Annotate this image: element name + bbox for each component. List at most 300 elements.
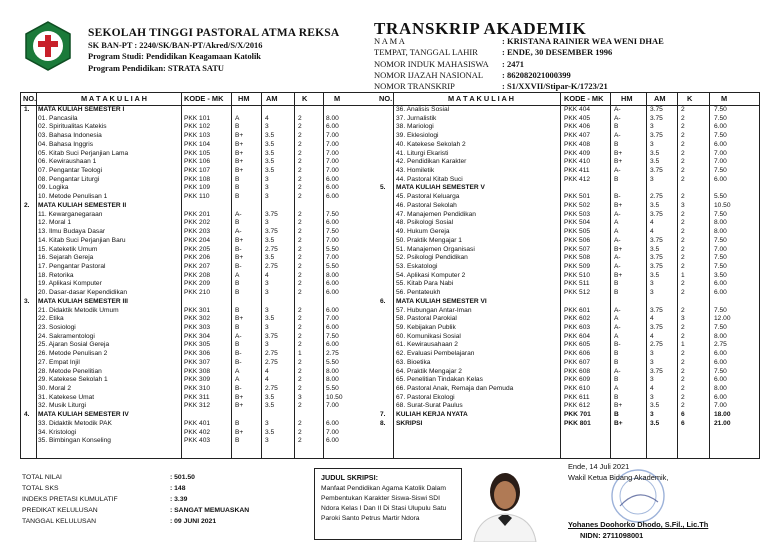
cell-k: 2 [298,123,302,131]
course-row [376,402,759,411]
cell-k: 1 [681,271,685,279]
cell-name: 08. Pengantar Liturgi [38,175,100,183]
cell-name: 65. Penelitian Tindakan Kelas [396,376,483,384]
cell-code: PKK 603 [564,323,591,331]
cell-k: 1 [298,350,302,358]
cell-code: PKK 203 [184,228,211,236]
cell-name: 55. Kitab Para Nabi [396,280,454,288]
table-body [376,106,759,429]
cell-code: PKK 604 [564,332,591,340]
program-study: Program Studi: Pendidikan Keagamaan Katolik [88,52,261,62]
course-row [21,254,376,263]
cell-m: 2.75 [714,341,727,349]
transcript-left-half [21,93,376,458]
cell-hm: B+ [614,271,623,279]
cell-hm: B [614,280,619,288]
cell-code: PKK 311 [184,393,210,401]
cell-m: 7.50 [326,332,339,340]
course-row [21,437,376,446]
cell-am: 2.75 [265,245,278,253]
cell-k: 3 [298,393,302,401]
course-row [21,420,376,429]
cell-k: 2 [298,376,302,384]
course-row [376,176,759,185]
cell-hm: B+ [235,402,244,410]
summary-value: : SANGAT MEMUASKAN [170,507,250,514]
cell-am: 3.5 [265,167,275,175]
cell-code: PKK 512 [564,289,591,297]
cell-m: 8.00 [714,332,727,340]
cell-name: 51. Manajemen Organisasi [396,245,475,253]
thesis-heading: JUDUL SKRIPSI: [321,473,378,482]
cell-hm: B [614,393,619,401]
identity-value: : 862082021000399 [502,69,571,80]
cell-name: 02. Spiritualitas Katekis [38,123,107,131]
cell-hm: B [235,280,240,288]
cell-k: 2 [298,210,302,218]
cell-code: PKK 202 [184,219,211,227]
cell-k: 2 [298,341,302,349]
cell-m: 10.50 [714,201,731,209]
identity-row [374,70,664,81]
identity-row [374,47,664,58]
identity-label: NOMOR INDUK MAHASISWA [374,58,489,69]
cell-name: MATA KULIAH SEMESTER II [38,201,127,209]
institution-header [88,28,339,74]
cell-am: 3 [265,323,269,331]
cell-m: 6.00 [714,350,727,358]
cell-code: PKK 105 [184,149,211,157]
course-row [21,289,376,298]
cell-k: 2 [681,210,685,218]
cell-hm: A- [614,106,621,113]
cell-am: 3 [650,175,654,183]
summary-value: : 501.50 [170,474,195,481]
cell-m: 6.00 [326,280,339,288]
cell-m: 6.00 [714,280,727,288]
cell-name: 64. Praktik Mengajar 2 [396,367,462,375]
cell-hm: A [235,271,240,279]
cell-hm: B [235,419,240,427]
cell-code: PKK 403 [184,437,211,445]
cell-am: 3 [650,393,654,401]
course-row [21,176,376,185]
cell-m: 6.00 [714,289,727,297]
cell-hm: B [614,350,619,358]
cell-code: PKK 301 [184,306,211,314]
course-row [21,211,376,220]
cell-code: PKK 606 [564,350,591,358]
cell-k: 2 [681,402,685,410]
cell-no: 6. [380,297,386,305]
cell-m: 7.50 [714,106,727,113]
cell-name: 28. Metode Penelitian [38,367,102,375]
cell-am: 3.75 [650,236,663,244]
cell-k: 2 [681,219,685,227]
cell-name: 63. Bioetika [396,358,431,366]
cell-hm: A- [614,367,621,375]
course-row [21,219,376,228]
summary-row [22,505,249,516]
cell-name: 35. Bimbingan Konseling [38,437,111,445]
cell-am: 3.5 [265,393,275,401]
course-row [21,228,376,237]
cell-name: 21. Didaktik Metodik Umum [38,306,119,314]
cell-m: 8.00 [714,219,727,227]
identity-value: : ENDE, 30 DESEMBER 1996 [502,47,613,58]
cell-name: MATA KULIAH SEMESTER IV [38,411,129,419]
cell-code: PKK 401 [184,419,211,427]
cell-am: 3 [650,350,654,358]
cell-name: 11. Kewarganegaraan [38,210,103,218]
cell-name: 53. Eskatologi [396,262,438,270]
cell-code: PKK 308 [184,367,211,375]
cell-name: 57. Hubungan Antar-Iman [396,306,472,314]
semester-row [376,420,759,429]
cell-hm: B- [235,262,242,270]
cell-m: 6.00 [326,123,339,131]
cell-k: 2 [681,393,685,401]
cell-name: 09. Logika [38,184,69,192]
cell-am: 3.5 [265,315,275,323]
cell-k: 1 [681,341,685,349]
cell-hm: A- [614,306,621,314]
cell-code: PKK 501 [564,193,591,201]
summary-row [22,483,249,494]
cell-name: 34. Kristologi [38,428,77,436]
cell-m: 2.75 [326,350,339,358]
cell-name: 49. Hukum Gereja [396,228,450,236]
cell-am: 3 [265,123,269,131]
course-row [21,158,376,167]
cell-name: SKRIPSI [396,419,423,427]
cell-hm: A- [235,228,242,236]
cell-code: PKK 312 [184,402,211,410]
cell-name: 42. Pendidikan Karakter [396,158,467,166]
cell-k: 2 [298,132,302,140]
cell-hm: B [235,323,240,331]
cell-am: 4 [650,219,654,227]
cell-am: 2.75 [265,385,278,392]
cell-m: 7.00 [326,158,339,166]
cell-code: PKK 310 [184,385,211,392]
cell-k: 2 [298,149,302,157]
cell-name: 33. Didaktik Metodik PAK [38,419,112,427]
cell-k: 2 [681,106,685,113]
cell-k: 2 [681,323,685,331]
cell-k: 2 [681,385,685,392]
cell-m: 6.00 [326,419,339,427]
summary-value: : 148 [170,485,186,492]
cell-code: PKK 104 [184,140,211,148]
cell-name: 05. Kitab Suci Perjanjian Lama [38,149,129,157]
cell-k: 6 [681,419,685,427]
course-row [21,368,376,377]
semester-row [21,298,376,307]
cell-k: 2 [298,306,302,314]
course-row [376,280,759,289]
cell-hm: B+ [614,419,623,427]
cell-hm: A- [614,167,621,175]
course-row [376,237,759,246]
cell-m: 10.50 [326,393,343,401]
cell-hm: A [614,315,619,323]
cell-name: 56. Pentateukh [396,289,441,297]
cell-k: 2 [681,262,685,270]
cell-hm: B+ [235,167,244,175]
cell-code: PKK 101 [184,114,211,122]
cell-name: 62. Evaluasi Pembelajaran [396,350,475,358]
cell-m: 7.50 [714,114,727,122]
course-row [376,132,759,141]
cell-hm: B- [614,341,621,349]
cell-am: 4 [650,315,654,323]
cell-k: 2 [298,358,302,366]
cell-name: 01. Pancasila [38,114,78,122]
cell-hm: A- [614,114,621,122]
course-row [376,167,759,176]
cell-hm: A [614,228,619,236]
header-m: M [334,94,341,103]
cell-code: PKK 510 [564,271,591,279]
cell-k: 2 [298,428,302,436]
course-row [376,272,759,281]
cell-k: 2 [298,236,302,244]
header-course: M A T A K U L I A H [81,94,147,103]
cell-code: PKK 511 [564,280,590,288]
cell-m: 6.00 [714,123,727,131]
cell-k: 2 [681,114,685,122]
cell-code: PKK 407 [564,132,591,140]
course-row [376,315,759,324]
course-row [21,272,376,281]
course-row [376,263,759,272]
course-row [21,115,376,124]
course-row [376,368,759,377]
cell-m: 7.00 [326,236,339,244]
cell-name: 19. Aplikasi Komputer [38,280,102,288]
cell-code: PKK 612 [564,402,591,410]
cell-am: 3.75 [265,228,278,236]
course-row [21,123,376,132]
cell-am: 3 [650,289,654,297]
semester-row [21,106,376,115]
cell-name: 27. Empat Injil [38,358,80,366]
header-k: K [687,94,693,103]
cell-code: PKK 605 [564,341,591,349]
cell-m: 7.50 [326,210,339,218]
cell-m: 7.50 [326,228,339,236]
cell-m: 5.50 [714,193,727,201]
header-hm: HM [621,94,633,103]
cell-k: 2 [681,306,685,314]
cell-am: 3 [265,306,269,314]
cell-code: PKK 508 [564,254,591,262]
cell-hm: B [235,306,240,314]
cell-k: 2 [681,132,685,140]
cell-k: 2 [298,280,302,288]
cell-m: 7.00 [714,158,727,166]
cell-code: PKK 701 [564,411,591,419]
cell-am: 3.5 [265,140,275,148]
cell-name: 37. Jurnalistik [396,114,437,122]
cell-code: PKK 210 [184,289,211,297]
cell-m: 7.00 [326,167,339,175]
cell-code: PKK 611 [564,393,590,401]
semester-row [21,411,376,420]
cell-am: 3.75 [650,262,663,270]
cell-k: 2 [298,271,302,279]
cell-hm: B+ [614,245,623,253]
cell-name: 04. Bahasa Inggris [38,140,93,148]
cell-am: 3.75 [650,167,663,175]
cell-am: 3.75 [650,210,663,218]
cell-hm: A- [614,262,621,270]
cell-name: 50. Praktik Mengajar 1 [396,236,462,244]
course-row [376,246,759,255]
institution-logo [22,20,74,72]
cell-am: 3 [265,184,269,192]
course-row [376,123,759,132]
cell-am: 3.5 [265,254,275,262]
course-row [376,141,759,150]
course-row [21,359,376,368]
cell-k: 2 [681,158,685,166]
cell-m: 7.50 [714,367,727,375]
cell-hm: A [614,332,619,340]
cell-hm: B [235,341,240,349]
course-row [376,359,759,368]
cell-m: 6.00 [714,393,727,401]
institution-name: SEKOLAH TINGGI PASTORAL ATMA REKSA [88,27,340,39]
cell-no: 5. [380,184,386,192]
cell-no: 2. [24,201,30,209]
cell-am: 3.5 [265,149,275,157]
cell-m: 7.50 [714,210,727,218]
cell-m: 7.50 [714,306,727,314]
cell-code: PKK 103 [184,132,211,140]
cell-code: PKK 110 [184,193,210,201]
course-row [21,184,376,193]
cell-code: PKK 601 [564,306,591,314]
cell-m: 8.00 [326,271,339,279]
cell-hm: A [235,114,240,122]
cell-code: PKK 509 [564,262,591,270]
program-education: Program Pendidikan: STRATA SATU [88,63,224,73]
cell-am: 3.75 [650,367,663,375]
cell-name: KULIAH KERJA NYATA [396,411,468,419]
cell-k: 2 [298,140,302,148]
cell-code: PKK 602 [564,315,591,323]
cell-name: 54. Aplikasi Komputer 2 [396,271,466,279]
cell-m: 6.00 [326,437,339,445]
cell-name: 39. Eklesiologi [396,132,439,140]
cell-code: PKK 505 [564,228,591,236]
header-m: M [721,94,728,103]
cell-hm: B [235,184,240,192]
cell-code: PKK 404 [564,106,591,113]
cell-m: 8.00 [714,228,727,236]
cell-name: 03. Bahasa Indonesia [38,132,102,140]
cell-am: 3.5 [265,158,275,166]
identity-label: NOMOR TRANSKRIP [374,81,455,92]
cell-hm: B- [235,350,242,358]
cell-am: 4 [265,376,269,384]
cell-code: PKK 208 [184,271,211,279]
cell-name: 52. Psikologi Pendidikan [396,254,468,262]
cell-m: 6.00 [714,175,727,183]
cell-name: 43. Homiletik [396,167,435,175]
cell-hm: A [614,385,619,392]
cell-code: PKK 303 [184,323,211,331]
summary-value: : 09 JUNI 2021 [170,518,217,525]
summary-label: TOTAL SKS [22,485,59,492]
cell-k: 2 [298,367,302,375]
cell-hm: A- [614,254,621,262]
cell-code: PKK 607 [564,358,591,366]
cell-m: 7.50 [714,323,727,331]
cell-name: 07. Pengantar Teologi [38,167,103,175]
cell-m: 12.00 [714,315,731,323]
cell-hm: B [614,123,619,131]
cell-k: 2 [681,167,685,175]
cell-am: 3.5 [650,402,660,410]
cell-m: 7.50 [714,132,727,140]
cell-m: 7.50 [714,254,727,262]
cell-name: 67. Pastoral Ekologi [396,393,455,401]
cell-no: 4. [24,411,30,419]
cell-code: PKK 304 [184,332,211,340]
cell-k: 2 [298,254,302,262]
cell-code: PKK 609 [564,376,591,384]
cell-hm: A- [614,210,621,218]
cell-hm: B+ [235,254,244,262]
cell-code: PKK 411 [564,167,590,175]
cell-am: 3 [265,175,269,183]
cell-am: 4 [265,271,269,279]
cell-hm: A- [614,236,621,244]
cell-am: 2.75 [650,193,663,201]
course-row [21,341,376,350]
cell-name: 59. Kebijakan Publik [396,323,456,331]
cell-k: 2 [681,123,685,131]
course-row [21,280,376,289]
header-course: M A T A K U L I A H [448,94,514,103]
cell-code: PKK 408 [564,140,591,148]
header-code: KODE - MK [184,94,224,103]
transcript-table [20,92,760,459]
transcript-right-half [376,93,759,458]
cell-hm: B+ [235,149,244,157]
cell-am: 3.5 [650,271,660,279]
header-hm: HM [238,94,250,103]
student-photo [468,462,542,542]
header-no: NO. [379,94,393,103]
cell-code: PKK 302 [184,315,211,323]
cell-am: 3.5 [265,428,275,436]
cell-name: 25. Ajaran Sosial Gereja [38,341,110,349]
cell-am: 2.75 [650,341,663,349]
course-row [21,132,376,141]
cell-am: 3 [265,341,269,349]
cell-hm: B+ [614,149,623,157]
cell-k: 2 [298,245,302,253]
cell-am: 3 [265,193,269,201]
cell-m: 18.00 [714,411,731,419]
cell-name: 12. Moral 1 [38,219,71,227]
cell-am: 3.5 [650,201,660,209]
cell-code: PKK 412 [564,175,591,183]
